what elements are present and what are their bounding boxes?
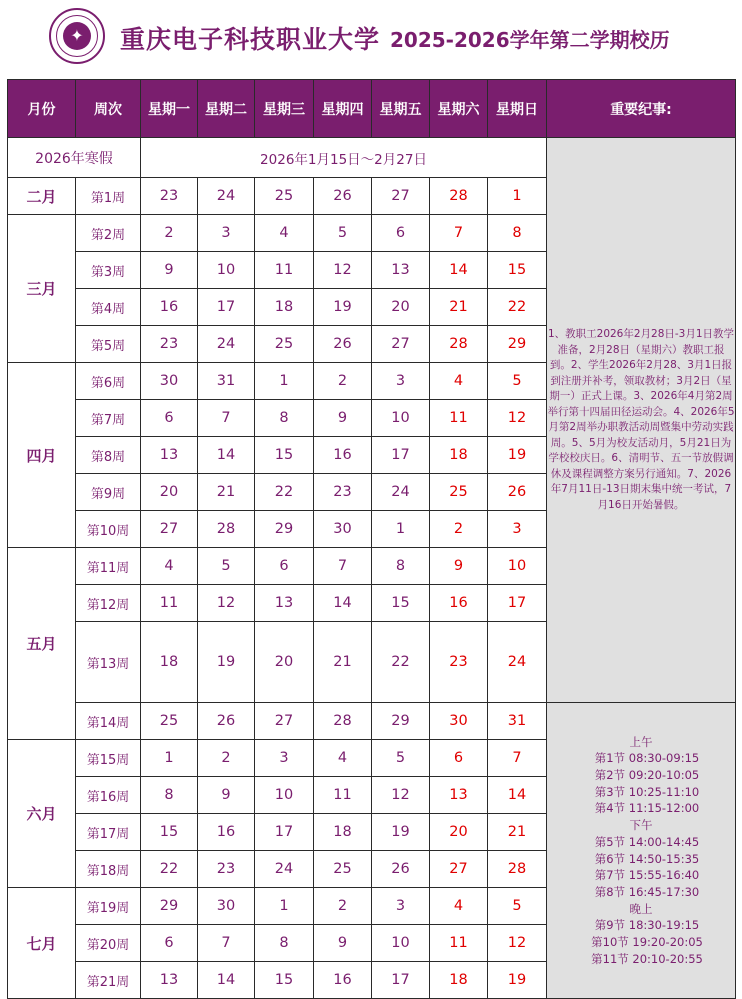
day-cell: 6 [141,925,198,962]
week-label: 第2周 [76,215,141,252]
week-label: 第8周 [76,437,141,474]
week-label: 第20周 [76,925,141,962]
month-jun: 六月 [8,740,76,888]
schedule-period: 第6节 14:50-15:35 [594,851,700,866]
day-cell-weekend: 18 [430,437,488,474]
day-cell: 4 [141,548,198,585]
day-cell: 8 [141,777,198,814]
day-cell: 30 [198,888,255,925]
day-cell: 20 [141,474,198,511]
day-cell: 14 [198,962,255,999]
winter-break-range: 2026年1月15日～2月27日 [141,138,547,178]
day-cell-weekend: 13 [430,777,488,814]
day-cell: 2 [141,215,198,252]
day-cell: 12 [198,585,255,622]
day-cell-weekend: 9 [430,548,488,585]
week-label: 第6周 [76,363,141,400]
day-cell: 13 [141,437,198,474]
day-cell-weekend: 19 [488,437,547,474]
day-cell-weekend: 22 [488,289,547,326]
day-cell-weekend: 12 [488,925,547,962]
day-cell-weekend: 15 [488,252,547,289]
schedule-period: 第1节 08:30-09:15 [594,751,700,766]
schedule-period: 第4节 11:15-12:00 [594,801,700,816]
day-cell: 24 [198,178,255,215]
day-cell-weekend: 25 [430,474,488,511]
day-cell-weekend: 8 [488,215,547,252]
month-jul: 七月 [8,888,76,999]
day-cell: 27 [372,326,430,363]
day-cell-weekend: 2 [430,511,488,548]
day-cell: 26 [314,326,372,363]
month-feb: 二月 [8,178,76,215]
winter-break-label: 2026年寒假 [8,138,141,178]
day-cell: 16 [198,814,255,851]
day-cell: 10 [372,925,430,962]
day-cell: 3 [255,740,314,777]
col-header-sun: 星期日 [488,80,547,138]
day-cell: 1 [255,888,314,925]
school-name: 重庆电子科技职业大学 [120,25,381,54]
day-cell: 3 [198,215,255,252]
schedule-afternoon-label: 下午 [629,818,653,833]
day-cell-weekend: 18 [430,962,488,999]
day-cell: 14 [314,585,372,622]
day-cell-weekend: 5 [488,888,547,925]
day-cell: 18 [141,622,198,703]
day-cell: 22 [372,622,430,703]
day-cell: 17 [198,289,255,326]
day-cell: 29 [372,703,430,740]
schedule-morning-label: 上午 [629,734,653,749]
day-cell: 13 [255,585,314,622]
day-cell: 1 [372,511,430,548]
day-cell: 16 [314,962,372,999]
month-mar: 三月 [8,215,76,363]
day-cell-weekend: 5 [488,363,547,400]
day-cell-weekend: 27 [430,851,488,888]
day-cell: 2 [314,888,372,925]
column-header-row [8,80,736,138]
day-cell: 10 [372,400,430,437]
day-cell: 17 [372,437,430,474]
day-cell: 8 [255,925,314,962]
class-schedule [547,703,736,999]
day-cell-weekend: 26 [488,474,547,511]
col-header-fri: 星期五 [372,80,430,138]
day-cell-weekend: 30 [430,703,488,740]
day-cell: 9 [314,400,372,437]
day-cell-weekend: 14 [430,252,488,289]
day-cell-weekend: 3 [488,511,547,548]
important-notes: 1、教职工2026年2月28日-3月1日教学准备，2月28日（星期六）教职工报到。2、学生2026年2月28、3月1日报到注册并补考，领取教材；3月2日（星期一）正式上课。3、2026年4月第2周举行第十四届田径运动会。4、2026年5月第2周举办职教活动周暨集中劳动实践周。5、5月为校友活动月，5月21日为学校校庆日。6、清明节、五一节放假调休及课程调整方案另行通知。7、2026年7月11日-13日期末集中统一考试，7月16日开始暑假。 [547,138,736,703]
day-cell: 13 [141,962,198,999]
week-label: 第18周 [76,851,141,888]
schedule-evening-label: 晚上 [629,901,653,916]
day-cell: 21 [198,474,255,511]
schedule-period: 第5节 14:00-14:45 [594,834,700,849]
day-cell: 25 [255,326,314,363]
week-label: 第10周 [76,511,141,548]
day-cell: 23 [314,474,372,511]
day-cell: 27 [372,178,430,215]
schedule-period: 第9节 18:30-19:15 [594,918,700,933]
col-header-sat: 星期六 [430,80,488,138]
day-cell: 22 [255,474,314,511]
day-cell-weekend: 7 [488,740,547,777]
day-cell: 9 [141,252,198,289]
day-cell-weekend: 16 [430,585,488,622]
day-cell: 30 [314,511,372,548]
calendar-header [0,0,742,78]
day-cell-weekend: 4 [430,363,488,400]
day-cell: 28 [314,703,372,740]
day-cell-weekend: 24 [488,622,547,703]
day-cell: 5 [372,740,430,777]
col-header-month: 月份 [8,80,76,138]
schedule-period: 第3节 10:25-11:10 [594,784,700,799]
schedule-period: 第11节 20:10-20:55 [591,951,703,966]
emblem-core: ✦ [63,22,91,50]
day-cell: 15 [255,962,314,999]
day-cell: 3 [372,363,430,400]
day-cell: 19 [372,814,430,851]
day-cell: 30 [141,363,198,400]
day-cell-weekend: 29 [488,326,547,363]
day-cell: 22 [141,851,198,888]
day-cell-weekend: 14 [488,777,547,814]
day-cell: 23 [198,851,255,888]
day-cell-weekend: 1 [488,178,547,215]
day-cell: 1 [141,740,198,777]
day-cell: 10 [255,777,314,814]
day-cell: 7 [314,548,372,585]
schedule-period: 第8节 16:45-17:30 [594,884,700,899]
day-cell: 4 [255,215,314,252]
week-label: 第15周 [76,740,141,777]
day-cell: 17 [372,962,430,999]
day-cell-weekend: 11 [430,925,488,962]
month-may: 五月 [8,548,76,740]
day-cell: 9 [314,925,372,962]
week-label: 第9周 [76,474,141,511]
day-cell: 16 [141,289,198,326]
day-cell-weekend: 6 [430,740,488,777]
day-cell: 29 [255,511,314,548]
day-cell: 12 [314,252,372,289]
school-emblem-icon [49,8,105,64]
day-cell: 8 [255,400,314,437]
week-label: 第13周 [76,622,141,703]
day-cell: 6 [372,215,430,252]
day-cell: 23 [141,178,198,215]
day-cell: 19 [314,289,372,326]
day-cell-weekend: 21 [488,814,547,851]
schedule-period: 第7节 15:55-16:40 [594,868,700,883]
day-cell: 11 [314,777,372,814]
week-label: 第12周 [76,585,141,622]
col-header-notes: 重要纪事: [547,80,736,138]
day-cell: 6 [255,548,314,585]
day-cell: 26 [198,703,255,740]
day-cell: 10 [198,252,255,289]
winter-break-row [8,138,736,178]
day-cell: 27 [255,703,314,740]
day-cell-weekend: 19 [488,962,547,999]
day-cell: 5 [314,215,372,252]
day-cell: 14 [198,437,255,474]
week-label: 第19周 [76,888,141,925]
day-cell-weekend: 10 [488,548,547,585]
day-cell: 20 [255,622,314,703]
day-cell-weekend: 28 [430,178,488,215]
day-cell-weekend: 31 [488,703,547,740]
day-cell: 11 [141,585,198,622]
day-cell: 21 [314,622,372,703]
day-cell: 7 [198,400,255,437]
day-cell: 15 [372,585,430,622]
month-apr: 四月 [8,363,76,548]
day-cell-weekend: 7 [430,215,488,252]
col-header-tue: 星期二 [198,80,255,138]
day-cell-weekend: 28 [488,851,547,888]
day-cell: 25 [314,851,372,888]
day-cell: 25 [255,178,314,215]
schedule-period: 第2节 09:20-10:05 [594,767,700,782]
day-cell-weekend: 12 [488,400,547,437]
day-cell: 24 [372,474,430,511]
day-cell: 9 [198,777,255,814]
day-cell: 4 [314,740,372,777]
week-label: 第5周 [76,326,141,363]
day-cell: 7 [198,925,255,962]
col-header-wed: 星期三 [255,80,314,138]
day-cell: 17 [255,814,314,851]
day-cell: 5 [198,548,255,585]
day-cell: 18 [314,814,372,851]
week-label: 第17周 [76,814,141,851]
day-cell-weekend: 21 [430,289,488,326]
week-label: 第3周 [76,252,141,289]
day-cell: 2 [314,363,372,400]
day-cell: 15 [255,437,314,474]
day-cell: 3 [372,888,430,925]
calendar-title: 2025-2026学年第二学期校历 [390,28,670,52]
week-label: 第4周 [76,289,141,326]
day-cell: 31 [198,363,255,400]
day-cell: 26 [372,851,430,888]
day-cell: 12 [372,777,430,814]
table-row [8,703,736,740]
day-cell: 26 [314,178,372,215]
day-cell: 13 [372,252,430,289]
day-cell: 1 [255,363,314,400]
day-cell-weekend: 17 [488,585,547,622]
week-label: 第14周 [76,703,141,740]
week-label: 第21周 [76,962,141,999]
day-cell: 2 [198,740,255,777]
day-cell-weekend: 23 [430,622,488,703]
day-cell: 24 [255,851,314,888]
day-cell: 27 [141,511,198,548]
day-cell: 25 [141,703,198,740]
school-calendar-table [7,79,736,999]
day-cell: 20 [372,289,430,326]
day-cell: 18 [255,289,314,326]
col-header-thu: 星期四 [314,80,372,138]
day-cell: 16 [314,437,372,474]
day-cell-weekend: 20 [430,814,488,851]
col-header-week: 周次 [76,80,141,138]
day-cell: 8 [372,548,430,585]
day-cell: 28 [198,511,255,548]
day-cell: 23 [141,326,198,363]
day-cell-weekend: 11 [430,400,488,437]
col-header-mon: 星期一 [141,80,198,138]
week-label: 第16周 [76,777,141,814]
day-cell: 6 [141,400,198,437]
day-cell-weekend: 4 [430,888,488,925]
day-cell: 29 [141,888,198,925]
day-cell: 19 [198,622,255,703]
day-cell: 11 [255,252,314,289]
week-label: 第1周 [76,178,141,215]
week-label: 第7周 [76,400,141,437]
day-cell: 15 [141,814,198,851]
week-label: 第11周 [76,548,141,585]
day-cell: 24 [198,326,255,363]
schedule-period: 第10节 19:20-20:05 [591,935,703,950]
day-cell-weekend: 28 [430,326,488,363]
